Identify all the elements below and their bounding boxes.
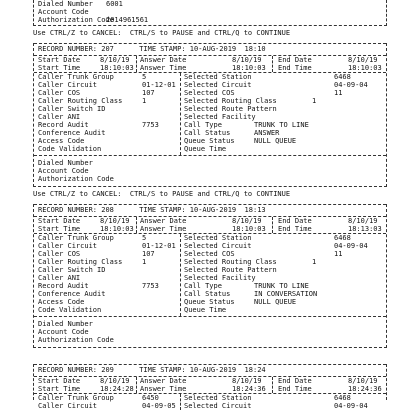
- start-date: 8/10/19: [100, 217, 130, 225]
- end-date: 8/10/19: [348, 56, 378, 64]
- selected-circuit-label: Selected Circuit: [184, 81, 252, 89]
- record-header: [34, 43, 386, 56]
- record-number-label: RECORD NUMBER:: [38, 45, 98, 53]
- account-code-label: Account Code: [38, 8, 89, 16]
- access-code-label: Access Code: [38, 137, 85, 145]
- call-type: TRUNK TO LINE: [254, 121, 309, 129]
- caller-switch-id-label: Caller Switch ID: [38, 266, 106, 274]
- record-number: 207: [101, 45, 114, 53]
- end-time: 18:13:03: [348, 225, 382, 233]
- queue-status: NULL QUEUE: [254, 137, 297, 145]
- record-number: 209: [101, 366, 114, 374]
- caller-trunk-group-label: Caller Trunk Group: [38, 394, 114, 402]
- selected-route-pattern-label: Selected Route Pattern: [184, 266, 277, 274]
- selected-circuit: 04-09-04: [334, 402, 368, 410]
- answer-time-label: Answer Time: [140, 385, 187, 393]
- details-section: [34, 73, 386, 156]
- queue-status: NULL QUEUE: [254, 298, 297, 306]
- record-header: [34, 204, 386, 217]
- caller-routing-class: 1: [142, 258, 147, 266]
- queue-status-label: Queue Status: [184, 298, 235, 306]
- times-section: [34, 377, 386, 394]
- selected-facility-label: Selected Facility: [184, 113, 256, 121]
- answer-date: 8/10/19: [232, 56, 262, 64]
- selected-cos: 11: [334, 250, 343, 258]
- auth-code-label: Authorization Code: [38, 336, 114, 344]
- start-date-label: Start Date: [38, 377, 81, 385]
- dialed-number-value: 6001: [106, 0, 123, 8]
- caller-ani-label: Caller ANI: [38, 274, 81, 282]
- record-208: [33, 204, 387, 348]
- caller-cos: 107: [142, 250, 155, 258]
- record-209: [33, 364, 387, 410]
- start-time: 18:24:28: [100, 385, 134, 393]
- conference-audit-label: Conference Audit: [38, 290, 106, 298]
- account-code-label: Account Code: [38, 167, 89, 175]
- caller-switch-id-label: Caller Switch ID: [38, 105, 106, 113]
- dialed-number-label: Dialed Number: [38, 159, 93, 167]
- end-time-label: End Time: [278, 64, 312, 72]
- selected-circuit: 04-09-04: [334, 81, 368, 89]
- caller-trunk-group: 5: [142, 73, 147, 81]
- record-audit: 7753: [142, 282, 159, 290]
- selected-circuit-label: Selected Circuit: [184, 402, 252, 410]
- caller-circuit-label: Caller Circuit: [38, 402, 98, 410]
- selected-circuit-label: Selected Circuit: [184, 242, 252, 250]
- answer-date: 8/10/19: [232, 217, 262, 225]
- record-tail-block: [33, 0, 387, 26]
- end-time-label: End Time: [278, 385, 312, 393]
- times-section: [34, 217, 386, 234]
- selected-cos: 11: [334, 89, 343, 97]
- code-validation-label: Code Validation: [38, 145, 102, 153]
- time-stamp-label: TIME STAMP:: [139, 45, 186, 53]
- selected-cos-label: Selected COS: [184, 89, 235, 97]
- selected-circuit: 04-09-04: [334, 242, 368, 250]
- selected-station: 6468: [334, 234, 351, 242]
- time-stamp: 10-AUG-2019 18:10: [189, 45, 266, 53]
- caller-ani-label: Caller ANI: [38, 113, 81, 121]
- caller-trunk-group: 6450: [142, 394, 159, 402]
- record-number-label: RECORD NUMBER:: [38, 206, 98, 214]
- start-date-label: Start Date: [38, 217, 81, 225]
- account-code-label: Account Code: [38, 328, 89, 336]
- time-stamp-label: TIME STAMP:: [139, 366, 186, 374]
- caller-trunk-group-label: Caller Trunk Group: [38, 234, 114, 242]
- caller-routing-class-label: Caller Routing Class: [38, 97, 123, 105]
- answer-date: 8/10/19: [232, 377, 262, 385]
- end-date-label: End Date: [278, 56, 312, 64]
- conference-audit-label: Conference Audit: [38, 129, 106, 137]
- end-date-label: End Date: [278, 377, 312, 385]
- queue-time-label: Queue Time: [184, 306, 227, 314]
- end-time: 18:24:36: [348, 385, 382, 393]
- dialed-number-label: Dialed Number: [38, 0, 93, 8]
- caller-circuit: 04-09-05: [142, 402, 176, 410]
- answer-time-label: Answer Time: [140, 64, 187, 72]
- code-validation-label: Code Validation: [38, 306, 102, 314]
- queue-time-label: Queue Time: [184, 145, 227, 153]
- caller-routing-class-label: Caller Routing Class: [38, 258, 123, 266]
- answer-date-label: Answer Date: [140, 377, 187, 385]
- details-section: [34, 234, 386, 317]
- call-status-label: Call Status: [184, 290, 231, 298]
- caller-routing-class: 1: [142, 97, 147, 105]
- caller-cos: 107: [142, 89, 155, 97]
- selected-station: 6468: [334, 73, 351, 81]
- dialed-number-label: Dialed Number: [38, 320, 93, 328]
- auth-code-label: Authorization Code: [38, 175, 114, 183]
- record-207: [33, 43, 387, 187]
- answer-time: 18:24:36: [232, 385, 266, 393]
- answer-time: 18:10:03: [232, 64, 266, 72]
- call-status: IN CONVERSATION: [254, 290, 318, 298]
- caller-circuit-label: Caller Circuit: [38, 81, 98, 89]
- call-type-label: Call Type: [184, 121, 222, 129]
- selected-station-label: Selected Station: [184, 234, 252, 242]
- selected-station-label: Selected Station: [184, 394, 252, 402]
- details-section: [34, 394, 386, 410]
- call-status-label: Call Status: [184, 129, 231, 137]
- end-date: 8/10/19: [348, 377, 378, 385]
- selected-route-pattern-label: Selected Route Pattern: [184, 105, 277, 113]
- selected-routing-class: 1: [312, 97, 317, 105]
- caller-cos-label: Caller COS: [38, 250, 81, 258]
- time-stamp: 10-AUG-2019 18:13: [189, 206, 266, 214]
- record-audit-label: Record Audit: [38, 282, 89, 290]
- ctrl-instructions: Use CTRL/Z to CANCEL: CTRL/S to PAUSE and CTRL/Q to CONTINUE: [33, 29, 291, 37]
- time-stamp-label: TIME STAMP:: [139, 206, 186, 214]
- answer-date-label: Answer Date: [140, 56, 187, 64]
- queue-status-label: Queue Status: [184, 137, 235, 145]
- answer-time: 18:10:03: [232, 225, 266, 233]
- caller-circuit: 01-12-01: [142, 81, 176, 89]
- start-time-label: Start Time: [38, 225, 81, 233]
- start-time-label: Start Time: [38, 385, 81, 393]
- auth-code-value: 2014961561: [106, 16, 149, 24]
- start-time: 18:10:03: [100, 225, 134, 233]
- selected-station: 6468: [334, 394, 351, 402]
- end-time: 18:10:03: [348, 64, 382, 72]
- time-stamp: 10-AUG-2019 18:24: [189, 366, 266, 374]
- call-type-label: Call Type: [184, 282, 222, 290]
- start-date: 8/10/19: [100, 377, 130, 385]
- access-code-label: Access Code: [38, 298, 85, 306]
- answer-time-label: Answer Time: [140, 225, 187, 233]
- selected-cos-label: Selected COS: [184, 250, 235, 258]
- answer-date-label: Answer Date: [140, 217, 187, 225]
- start-date: 8/10/19: [100, 56, 130, 64]
- start-date-label: Start Date: [38, 56, 81, 64]
- end-date-label: End Date: [278, 217, 312, 225]
- call-status: ANSWER: [254, 129, 280, 137]
- selected-routing-class: 1: [312, 258, 317, 266]
- record-header: [34, 364, 386, 377]
- selected-routing-class-label: Selected Routing Class: [184, 258, 277, 266]
- caller-circuit-label: Caller Circuit: [38, 242, 98, 250]
- times-section: [34, 56, 386, 73]
- record-audit: 7753: [142, 121, 159, 129]
- selected-facility-label: Selected Facility: [184, 274, 256, 282]
- call-type: TRUNK TO LINE: [254, 282, 309, 290]
- start-time-label: Start Time: [38, 64, 81, 72]
- record-audit-label: Record Audit: [38, 121, 89, 129]
- ctrl-instructions: Use CTRL/Z to CANCEL: CTRL/S to PAUSE and CTRL/Q to CONTINUE: [33, 190, 291, 198]
- auth-code-label: Authorization Code: [38, 16, 114, 24]
- caller-cos-label: Caller COS: [38, 89, 81, 97]
- record-number: 208: [101, 206, 114, 214]
- caller-trunk-group: 5: [142, 234, 147, 242]
- record-number-label: RECORD NUMBER:: [38, 366, 98, 374]
- end-time-label: End Time: [278, 225, 312, 233]
- selected-station-label: Selected Station: [184, 73, 252, 81]
- selected-routing-class-label: Selected Routing Class: [184, 97, 277, 105]
- caller-trunk-group-label: Caller Trunk Group: [38, 73, 114, 81]
- end-date: 8/10/19: [348, 217, 378, 225]
- start-time: 18:10:03: [100, 64, 134, 72]
- caller-circuit: 01-12-01: [142, 242, 176, 250]
